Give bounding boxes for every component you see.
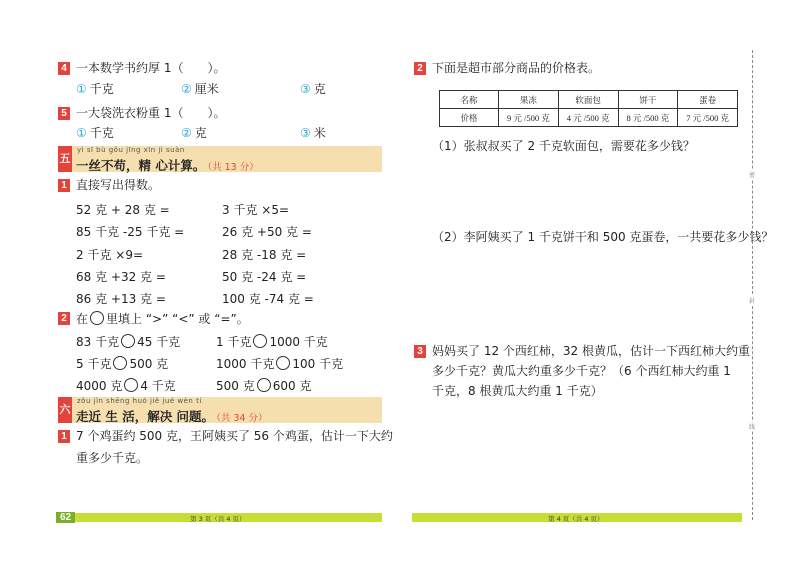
question-text: 一大袋洗衣粉重 1（ ）。 bbox=[76, 106, 226, 120]
compare-item bbox=[76, 355, 168, 372]
compare-left-value: 1000 千克 bbox=[216, 357, 275, 371]
calc-item: 28 克 -18 克 = bbox=[222, 248, 307, 262]
question-text-after: 里填上 “>” “<” 或 “=”。 bbox=[106, 312, 249, 326]
compare-left-value: 83 千克 bbox=[76, 335, 120, 349]
option-mark: ① bbox=[76, 126, 87, 140]
calc-item: 2 千克 ×9= bbox=[76, 248, 144, 262]
section-title bbox=[76, 156, 259, 174]
compare-right-value: 100 千克 bbox=[292, 357, 344, 371]
option-mark: ① bbox=[76, 82, 87, 96]
question-number: 3 bbox=[414, 345, 426, 358]
question-number: 2 bbox=[58, 312, 70, 325]
compare-right-value: 600 克 bbox=[272, 379, 312, 393]
calc-item: 86 克 +13 克 = bbox=[76, 292, 166, 306]
option-label: 米 bbox=[313, 126, 326, 140]
table-cell: 价格 bbox=[440, 109, 499, 127]
option-label: 克 bbox=[194, 126, 207, 140]
table-cell: 8 元 /500 克 bbox=[618, 109, 678, 127]
option-mark: ③ bbox=[300, 126, 311, 140]
table-header-cell: 饼干 bbox=[618, 91, 678, 109]
option bbox=[76, 126, 114, 141]
calc-item: 85 千克 -25 千克 = bbox=[76, 225, 185, 239]
section-title-text: 走近 生 活，解决 问题。 bbox=[76, 409, 215, 424]
table-header-cell: 果冻 bbox=[499, 91, 559, 109]
answer-circle[interactable] bbox=[276, 356, 290, 370]
calc-item: 68 克 +32 克 = bbox=[76, 270, 166, 284]
section-number: 五 bbox=[58, 146, 72, 172]
calc-item: 52 克 + 28 克 = bbox=[76, 203, 170, 217]
table-cell: 7 元 /500 克 bbox=[678, 109, 738, 127]
section-title bbox=[76, 407, 267, 425]
page-footer-text: 第 4 页（共 4 页） bbox=[548, 515, 604, 523]
answer-circle[interactable] bbox=[257, 378, 271, 392]
section-pinyin: yì sī bù gǒu jīng xīn jì suàn bbox=[77, 146, 185, 154]
question-text: 千克，8 根黄瓜大约重 1 千克） bbox=[432, 384, 603, 398]
answer-circle[interactable] bbox=[113, 356, 127, 370]
question-number: 4 bbox=[58, 62, 70, 75]
question-text: 下面是超市部分商品的价格表。 bbox=[432, 61, 601, 75]
question-text: 妈妈买了 12 个西红柿，32 根黄瓜，估计一下西红柿大约重 bbox=[432, 344, 750, 358]
seal-mark: 线 bbox=[749, 424, 756, 431]
question-text: 7 个鸡蛋约 500 克，王阿姨买了 56 个鸡蛋，估计一下大约 bbox=[76, 429, 393, 443]
calc-item: 50 克 -24 克 = bbox=[222, 270, 307, 284]
question-text: 直接写出得数。 bbox=[76, 178, 161, 192]
section-pinyin: zǒu jìn shēng huó jiě jué wèn tí bbox=[77, 397, 202, 405]
compare-item bbox=[216, 377, 311, 394]
compare-item bbox=[76, 377, 176, 394]
question-number: 1 bbox=[58, 430, 70, 443]
question-text: 多少千克？黄瓜大约重多少千克？（6 个西红柿大约重 1 bbox=[432, 364, 731, 378]
answer-circle[interactable] bbox=[124, 378, 138, 392]
option bbox=[300, 126, 326, 141]
table-header-cell: 名称 bbox=[440, 91, 499, 109]
section-score: （共 13 分） bbox=[207, 162, 259, 173]
section-score: （共 34 分） bbox=[216, 413, 268, 424]
table-row bbox=[440, 109, 738, 127]
option-label: 克 bbox=[313, 82, 326, 96]
option-label: 千克 bbox=[89, 126, 114, 140]
compare-right-value: 45 千克 bbox=[137, 335, 181, 349]
page-number: 62 bbox=[56, 512, 75, 523]
table-header-cell: 蛋卷 bbox=[678, 91, 738, 109]
sub-question: （1）张叔叔买了 2 千克软面包，需要花多少钱？ bbox=[432, 139, 695, 153]
compare-left-value: 5 千克 bbox=[76, 357, 112, 371]
question-text: 重多少千克。 bbox=[76, 451, 149, 465]
option-mark: ② bbox=[181, 82, 192, 96]
calc-item: 3 千克 ×5= bbox=[222, 203, 290, 217]
compare-left-value: 500 克 bbox=[216, 379, 255, 393]
question-text bbox=[76, 311, 249, 327]
answer-circle[interactable] bbox=[253, 334, 267, 348]
price-table bbox=[439, 90, 738, 127]
page-footer-text: 第 3 页（共 4 页） bbox=[190, 515, 246, 523]
section-number: 六 bbox=[58, 397, 72, 423]
compare-left-value: 1 千克 bbox=[216, 335, 252, 349]
option bbox=[300, 82, 326, 97]
seal-mark: 密 bbox=[749, 172, 756, 179]
table-cell: 4 元 /500 克 bbox=[558, 109, 618, 127]
section-title-text: 一丝不苟，精 心计算。 bbox=[76, 158, 206, 173]
calc-item: 100 克 -74 克 = bbox=[222, 292, 314, 306]
compare-item bbox=[216, 355, 343, 372]
option bbox=[181, 126, 207, 141]
option bbox=[76, 82, 114, 97]
answer-circle[interactable] bbox=[121, 334, 135, 348]
seal-line bbox=[752, 50, 753, 520]
compare-right-value: 4 千克 bbox=[140, 379, 176, 393]
compare-left-value: 4000 克 bbox=[76, 379, 123, 393]
question-number: 2 bbox=[414, 62, 426, 75]
question-number: 5 bbox=[58, 107, 70, 120]
question-number: 1 bbox=[58, 179, 70, 192]
seal-mark: 封 bbox=[749, 298, 756, 305]
option-label: 厘米 bbox=[194, 82, 219, 96]
circle-blank-icon bbox=[90, 311, 104, 325]
table-cell: 9 元 /500 克 bbox=[499, 109, 559, 127]
sub-question: （2）李阿姨买了 1 千克饼干和 500 克蛋卷，一共要花多少钱？ bbox=[432, 230, 774, 244]
option bbox=[181, 82, 219, 97]
question-text: 一本数学书约厚 1（ ）。 bbox=[76, 61, 226, 75]
question-text-before: 在 bbox=[76, 312, 89, 326]
compare-right-value: 500 克 bbox=[129, 357, 169, 371]
table-header-row bbox=[440, 91, 738, 109]
table-header-cell: 软面包 bbox=[558, 91, 618, 109]
option-mark: ③ bbox=[300, 82, 311, 96]
compare-right-value: 1000 千克 bbox=[269, 335, 328, 349]
option-mark: ② bbox=[181, 126, 192, 140]
option-label: 千克 bbox=[89, 82, 114, 96]
compare-item bbox=[76, 333, 180, 350]
compare-item bbox=[216, 333, 328, 350]
calc-item: 26 克 +50 克 = bbox=[222, 225, 312, 239]
